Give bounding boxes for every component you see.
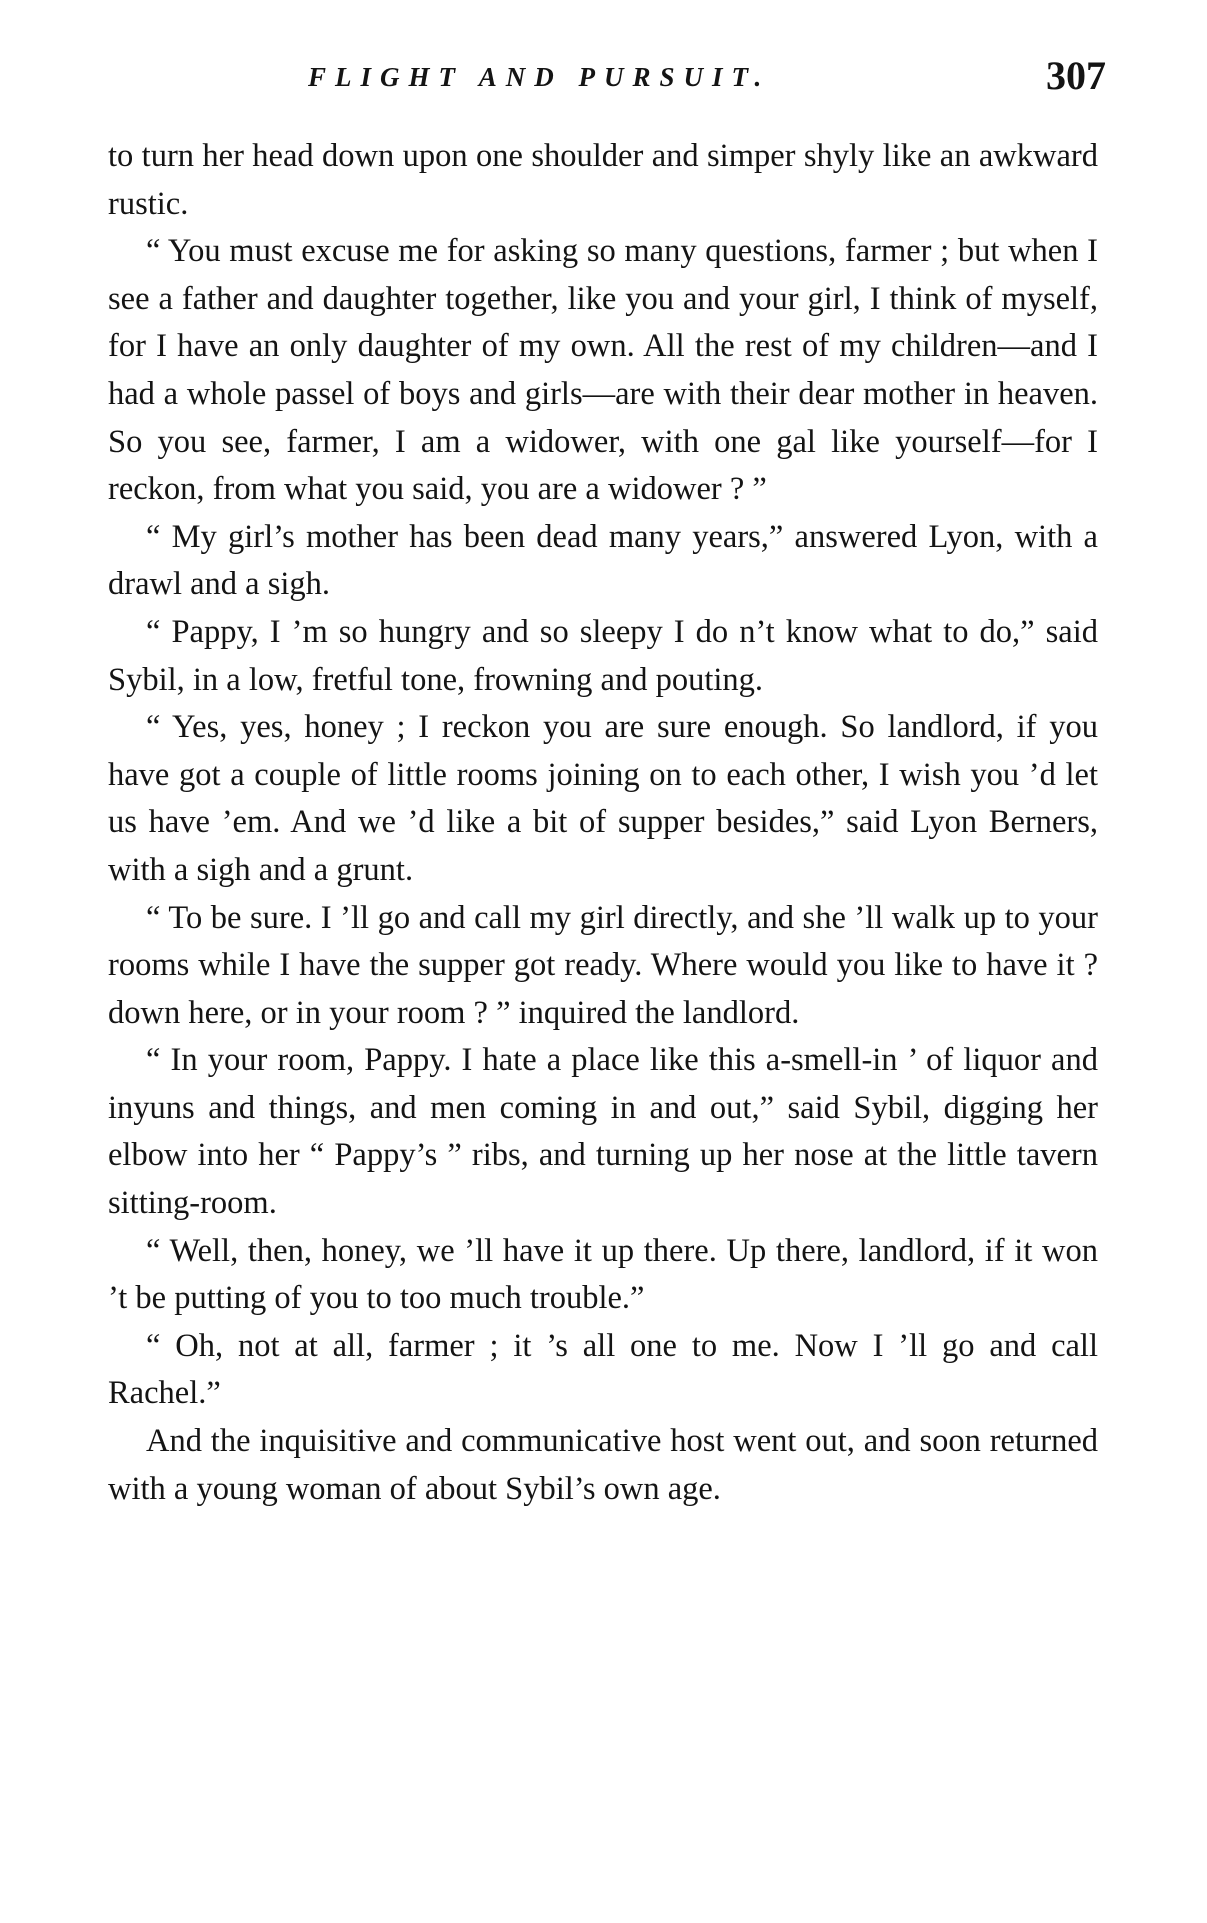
paragraph: “ Oh, not at all, farmer ; it ’s all one to me. Now I ’ll go and call Rachel.” [108,1327,1098,1412]
running-title: FLIGHT AND PURSUIT. [308,62,771,92]
paragraph: “ My girl’s mother has been dead many years,” answered Lyon, with a drawl and a sigh. [108,518,1098,603]
paragraph: “ To be sure. I ’ll go and call my girl directly, and she ’ll walk up to your rooms while I have the supper got ready. Where would you like to have it ? down here, or in your room ? ” inquired the landlord. [108,899,1098,1031]
paragraph: “ Well, then, honey, we ’ll have it up there. Up there, landlord, if it won ’t be putting of you to too much trouble.” [108,1232,1098,1317]
text-body [108,133,1098,1513]
paragraph: “ You must excuse me for asking so many questions, farmer ; but when I see a father and daughter together, like you and your girl, I think of myself, for I have an only daughter of my own. All the rest of my children—and I had a whole passel of boys and girls—are with their dear mother in heaven. So you see, farmer, I am a widower, with one gal like yourself—for I reckon, from what you said, you are a widower ? ” [108,233,1098,508]
paragraph: And the inquisitive and communicative host went out, and soon returned with a young woman of about Sybil’s own age. [108,1423,1098,1507]
paragraph: “ In your room, Pappy. I hate a place like this a-smell-in ’ of liquor and inyuns and things, and men coming in and out,” said Sybil, digging her elbow into her “ Pappy’s ” ribs, and turning up her nose at the little tavern sitting-room. [108,1042,1098,1222]
paragraph: “ Yes, yes, honey ; I reckon you are sure enough. So landlord, if you have got a couple of little rooms joining on to each other, I wish you ’d let us have ’em. And we ’d like a bit of supper besides,” said Lyon Berners, with a sigh and a grunt. [108,709,1098,888]
running-head [108,52,1106,112]
paragraph-continued: to turn her head down upon one shoulder and simper shyly like an awkward rustic. [108,138,1098,222]
paragraph: “ Pappy, I ’m so hungry and so sleepy I do n’t know what to do,” said Sybil, in a low, fretful tone, frowning and pouting. [108,613,1098,698]
page-number: 307 [1046,53,1106,98]
